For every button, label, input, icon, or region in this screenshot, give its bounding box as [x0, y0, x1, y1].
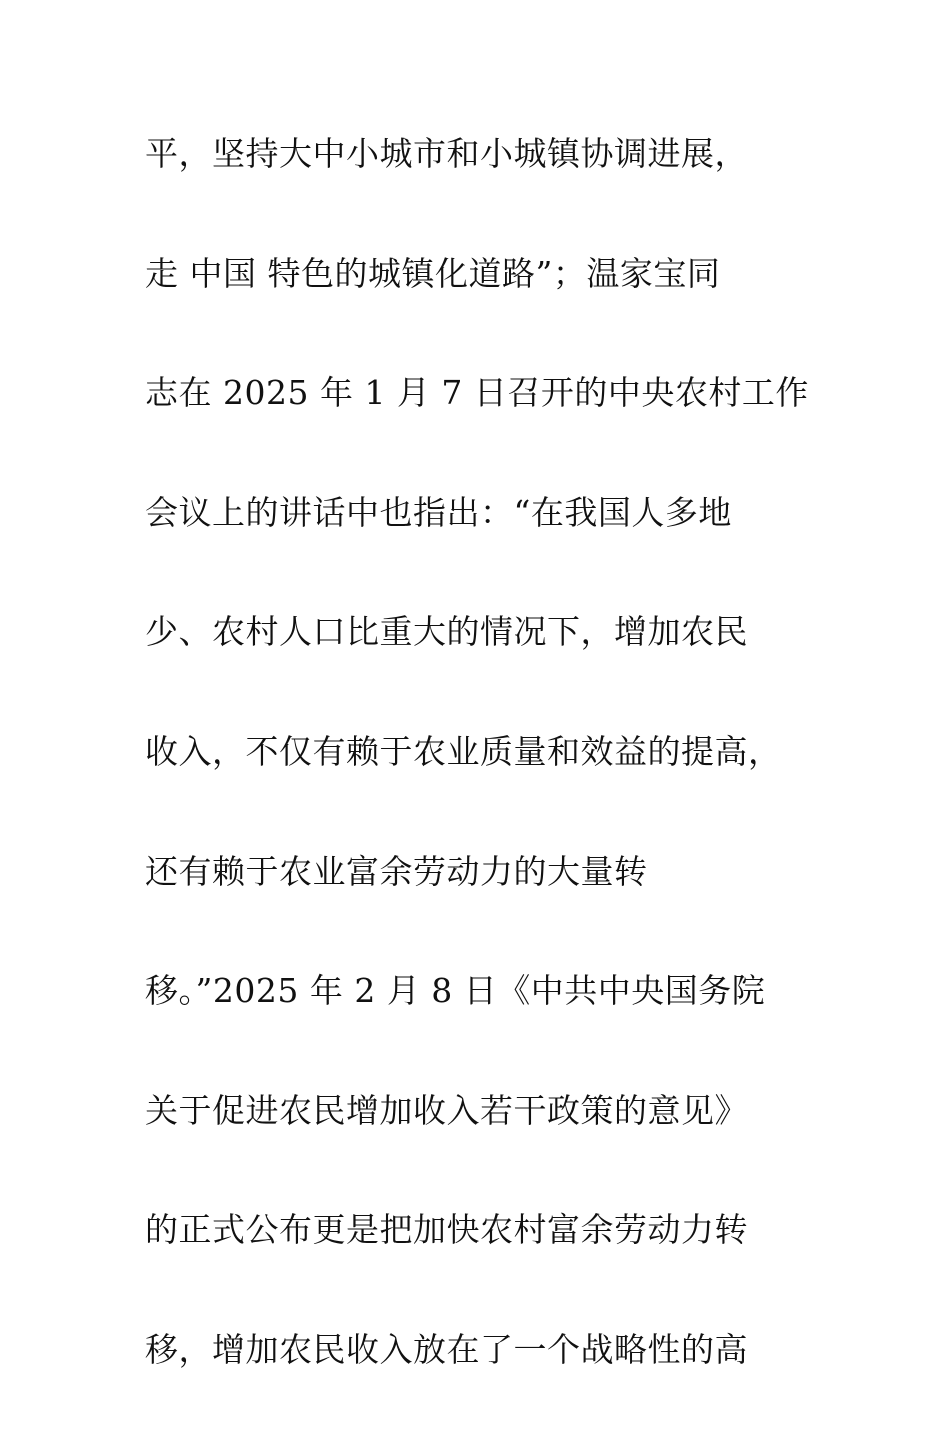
text-line: 平，坚持大中小城市和小城镇协调进展， — [145, 134, 748, 173]
text-line: 关于促进农民增加收入若干政策的意见》 — [145, 1090, 748, 1130]
text-line: 移，增加农民收入放在了一个战略性的高 — [145, 1329, 748, 1369]
text-line: 志在 2025 年 1 月 7 日召开的中央农村工作 — [145, 373, 809, 413]
text-line: 还有赖于农业富余劳动力的大量转 — [145, 851, 648, 891]
text-line: 收入，不仅有赖于农业质量和效益的提高， — [145, 731, 782, 771]
text-line: 的正式公布更是把加快农村富余劳动力转 — [145, 1210, 748, 1250]
text-line: 走 中国 特色的城镇化道路”；温家宝同 — [145, 253, 721, 293]
body-text — [145, 124, 825, 1440]
text-line: 移。”2025 年 2 月 8 日《中共中央国务院 — [145, 971, 766, 1011]
text-line: 少、农村人口比重大的情况下，增加农民 — [145, 612, 748, 652]
text-line: 会议上的讲话中也指出：“在我国人多地 — [145, 492, 732, 532]
